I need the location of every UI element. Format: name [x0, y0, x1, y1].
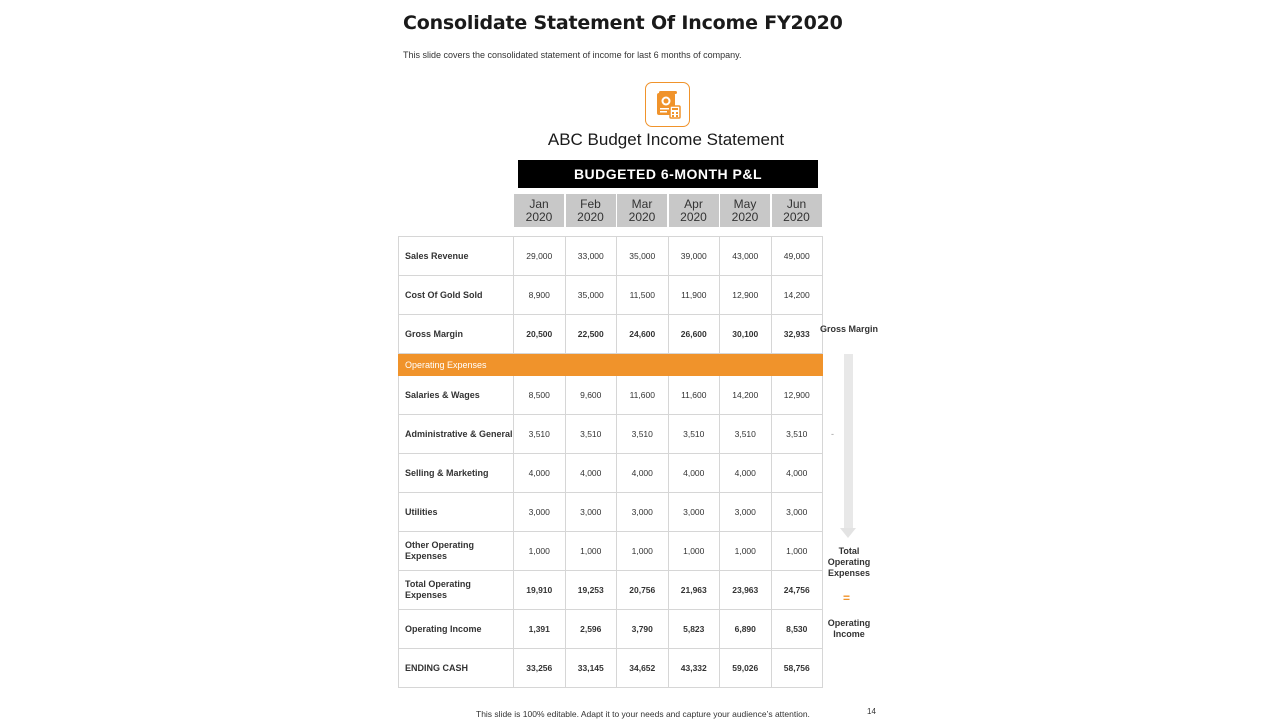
value-cell: 22,500 [565, 315, 617, 354]
value-cell: 26,600 [668, 315, 720, 354]
month-name: Mar [631, 196, 653, 211]
month-year: 2020 [628, 209, 656, 224]
month-year: 2020 [783, 209, 810, 224]
month-header-cell [669, 194, 719, 227]
value-cell: 19,253 [565, 571, 617, 610]
row-label: Cost Of Gold Sold [399, 276, 514, 315]
value-cell: 12,900 [720, 276, 772, 315]
value-cell: 3,000 [514, 493, 566, 532]
value-cell: 8,500 [514, 376, 566, 415]
row-label: Sales Revenue [399, 237, 514, 276]
month-name: Jan [529, 196, 549, 211]
month-name: Feb [580, 196, 601, 211]
section-label: Operating Expenses [399, 354, 823, 376]
month-name: May [733, 196, 757, 211]
value-cell: 2,596 [565, 610, 617, 649]
row-label: Gross Margin [399, 315, 514, 354]
document-calculator-icon [645, 82, 690, 127]
value-cell: 4,000 [565, 454, 617, 493]
value-cell: 11,900 [668, 276, 720, 315]
value-cell: 23,963 [720, 571, 772, 610]
value-cell: 3,000 [565, 493, 617, 532]
month-year: 2020 [525, 209, 553, 224]
value-cell: 1,000 [617, 532, 669, 571]
value-cell: 30,100 [720, 315, 772, 354]
down-arrow-icon [840, 528, 856, 538]
value-cell: 1,000 [565, 532, 617, 571]
month-name: Jun [786, 196, 807, 211]
row-label: Operating Income [399, 610, 514, 649]
value-cell: 34,652 [617, 649, 669, 688]
page-title: Consolidate Statement Of Income FY2020 [403, 12, 843, 34]
table-row [399, 315, 823, 354]
value-cell: 1,000 [514, 532, 566, 571]
value-cell: 3,000 [771, 493, 823, 532]
gross-margin-label: Gross Margin [819, 324, 878, 334]
month-year: 2020 [731, 209, 759, 224]
value-cell: 3,510 [617, 415, 669, 454]
value-cell: 29,000 [514, 237, 566, 276]
value-cell: 49,000 [771, 237, 823, 276]
month-header-cell [720, 194, 770, 227]
row-label: ENDING CASH [399, 649, 514, 688]
value-cell: 4,000 [720, 454, 772, 493]
value-cell: 3,510 [565, 415, 617, 454]
value-cell: 20,756 [617, 571, 669, 610]
minus-sign: - [831, 429, 834, 439]
month-header-cell [617, 194, 667, 227]
value-cell: 3,510 [720, 415, 772, 454]
page-subtitle: This slide covers the consolidated statement of income for last 6 months of company. [403, 50, 742, 60]
pl-banner: BUDGETED 6-MONTH P&L [518, 160, 818, 188]
operating-income-label: Operating Income [827, 618, 871, 639]
table-row [399, 649, 823, 688]
value-cell: 24,756 [771, 571, 823, 610]
row-label: Other Operating Expenses [399, 532, 514, 571]
value-cell: 33,000 [565, 237, 617, 276]
income-statement-table [398, 236, 823, 688]
value-cell: 4,000 [771, 454, 823, 493]
down-arrow-shaft [844, 354, 853, 530]
value-cell: 3,000 [720, 493, 772, 532]
value-cell: 43,000 [720, 237, 772, 276]
row-label: Salaries & Wages [399, 376, 514, 415]
row-label: Utilities [399, 493, 514, 532]
value-cell: 5,823 [668, 610, 720, 649]
value-cell: 33,145 [565, 649, 617, 688]
value-cell: 1,000 [668, 532, 720, 571]
table-row [399, 454, 823, 493]
month-header-cell [566, 194, 616, 227]
table-row [399, 571, 823, 610]
value-cell: 11,600 [668, 376, 720, 415]
footer-note: This slide is 100% editable. Adapt it to your needs and capture your audience’s attention. [476, 709, 810, 719]
row-label: Selling & Marketing [399, 454, 514, 493]
page-number: 14 [867, 707, 876, 716]
value-cell: 14,200 [771, 276, 823, 315]
value-cell: 58,756 [771, 649, 823, 688]
value-cell: 24,600 [617, 315, 669, 354]
month-year: 2020 [577, 209, 604, 224]
value-cell: 59,026 [720, 649, 772, 688]
value-cell: 35,000 [617, 237, 669, 276]
month-name: Apr [684, 196, 703, 211]
value-cell: 39,000 [668, 237, 720, 276]
value-cell: 1,391 [514, 610, 566, 649]
value-cell: 4,000 [617, 454, 669, 493]
value-cell: 1,000 [771, 532, 823, 571]
value-cell: 19,910 [514, 571, 566, 610]
table-row [399, 415, 823, 454]
value-cell: 32,933 [771, 315, 823, 354]
value-cell: 20,500 [514, 315, 566, 354]
value-cell: 33,256 [514, 649, 566, 688]
value-cell: 8,530 [771, 610, 823, 649]
value-cell: 3,510 [771, 415, 823, 454]
month-header-cell [514, 194, 564, 227]
value-cell: 12,900 [771, 376, 823, 415]
value-cell: 6,890 [720, 610, 772, 649]
value-cell: 43,332 [668, 649, 720, 688]
value-cell: 3,510 [514, 415, 566, 454]
value-cell: 14,200 [720, 376, 772, 415]
table-row [399, 276, 823, 315]
value-cell: 3,790 [617, 610, 669, 649]
value-cell: 9,600 [565, 376, 617, 415]
row-label: Administrative & General [399, 415, 514, 454]
value-cell: 3,510 [668, 415, 720, 454]
value-cell: 1,000 [720, 532, 772, 571]
month-header-row [514, 194, 823, 227]
value-cell: 11,500 [617, 276, 669, 315]
value-cell: 3,000 [668, 493, 720, 532]
value-cell: 21,963 [668, 571, 720, 610]
value-cell: 11,600 [617, 376, 669, 415]
value-cell: 3,000 [617, 493, 669, 532]
value-cell: 4,000 [668, 454, 720, 493]
row-label: Total Operating Expenses [399, 571, 514, 610]
month-year: 2020 [680, 209, 707, 224]
table-row [399, 610, 823, 649]
statement-title: ABC Budget Income Statement [547, 130, 785, 149]
table-row [399, 493, 823, 532]
section-row [399, 354, 823, 376]
table-row [399, 376, 823, 415]
table-row [399, 237, 823, 276]
equals-sign: = [843, 591, 851, 605]
value-cell: 4,000 [514, 454, 566, 493]
table-row [399, 532, 823, 571]
total-operating-expenses-label: Total Operating Expenses [827, 546, 871, 578]
value-cell: 35,000 [565, 276, 617, 315]
month-header-cell [772, 194, 822, 227]
value-cell: 8,900 [514, 276, 566, 315]
